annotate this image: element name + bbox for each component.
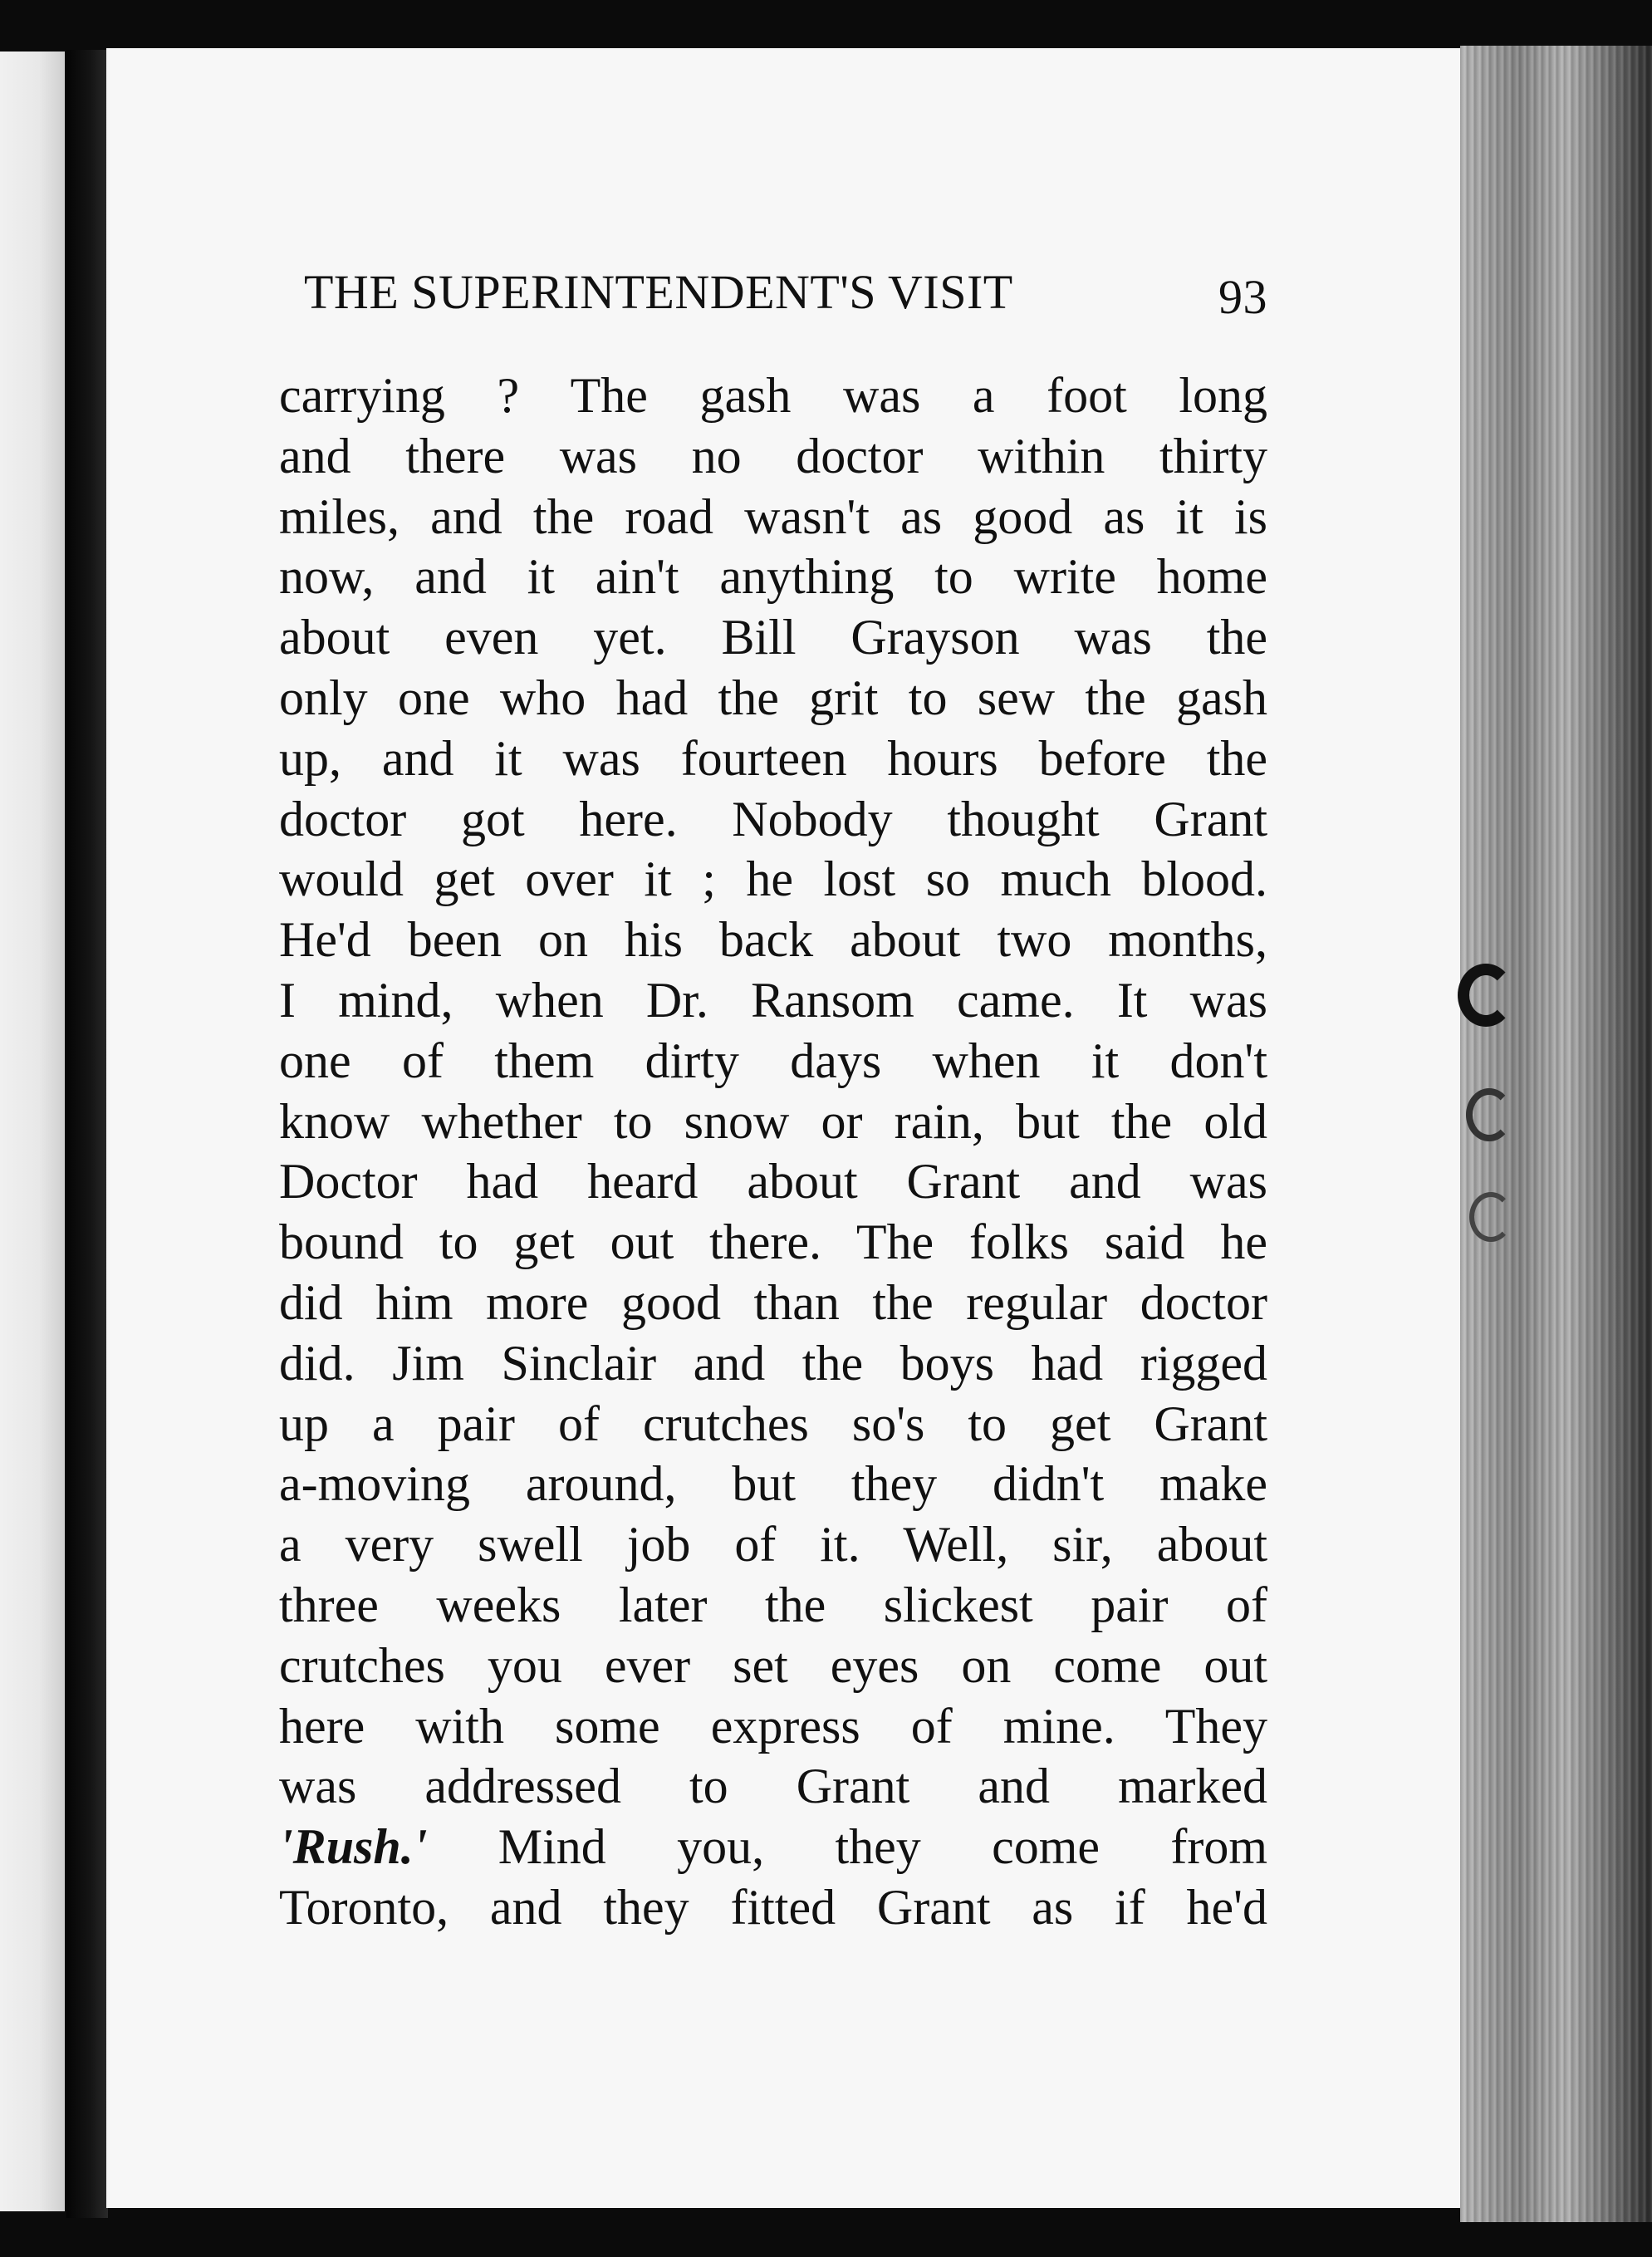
text-line: about even yet. Bill Grayson was the xyxy=(279,610,1267,665)
edge-stamp-mark xyxy=(1458,964,1516,1263)
text-line: was addressed to Grant and marked xyxy=(279,1759,1267,1814)
text-line: a very swell job of it. Well, sir, about xyxy=(279,1517,1267,1573)
text-line: doctor got here. Nobody thought Grant xyxy=(279,791,1267,846)
text-line: crutches you ever set eyes on come out xyxy=(279,1637,1267,1693)
text-line: miles, and the road wasn't as good as it is xyxy=(279,488,1267,544)
body-text xyxy=(279,366,1267,1938)
text-line: one of them dirty days when it don't xyxy=(279,1033,1267,1088)
text-line: here with some express of mine. They xyxy=(279,1698,1267,1754)
text-line: Toronto, and they fitted Grant as if he'd xyxy=(279,1879,1267,1935)
italic-emphasis: 'Rush.' xyxy=(279,1819,428,1875)
text-line: three weeks later the slickest pair of xyxy=(279,1577,1267,1632)
text-line: up a pair of crutches so's to get Grant xyxy=(279,1396,1267,1451)
running-head-title: THE SUPERINTENDENT'S VISIT xyxy=(304,265,1013,319)
page-number: 93 xyxy=(1218,270,1267,324)
text-line xyxy=(279,1817,1267,1877)
text-line: a-moving around, but they didn't make xyxy=(279,1456,1267,1512)
text-line: I mind, when Dr. Ransom came. It was xyxy=(279,972,1267,1028)
text-line: Doctor had heard about Grant and was xyxy=(279,1154,1267,1209)
stamp-glyph xyxy=(1466,1088,1512,1141)
text-line: know whether to snow or rain, but the old xyxy=(279,1093,1267,1149)
text-line: up, and it was fourteen hours before the xyxy=(279,730,1267,786)
text-fragment: Mind you, they come from xyxy=(427,1819,1267,1875)
text-line: He'd been on his back about two months, xyxy=(279,912,1267,968)
running-head xyxy=(304,264,1267,331)
text-line: and there was no doctor within thirty xyxy=(279,428,1267,483)
text-line: carrying ? The gash was a foot long xyxy=(279,368,1267,423)
text-line: did him more good than the regular doctor xyxy=(279,1274,1267,1330)
text-line: would get over it ; he lost so much blood. xyxy=(279,851,1267,907)
text-line: only one who had the grit to sew the gash xyxy=(279,670,1267,725)
stamp-glyph xyxy=(1469,1192,1512,1242)
text-line: bound to get out there. The folks said he xyxy=(279,1214,1267,1270)
text-line: now, and it ain't anything to write home xyxy=(279,549,1267,605)
book-gutter xyxy=(66,50,108,2218)
stamp-glyph xyxy=(1458,964,1514,1027)
previous-page-edge xyxy=(0,52,65,2211)
text-line: did. Jim Sinclair and the boys had rigged xyxy=(279,1335,1267,1391)
